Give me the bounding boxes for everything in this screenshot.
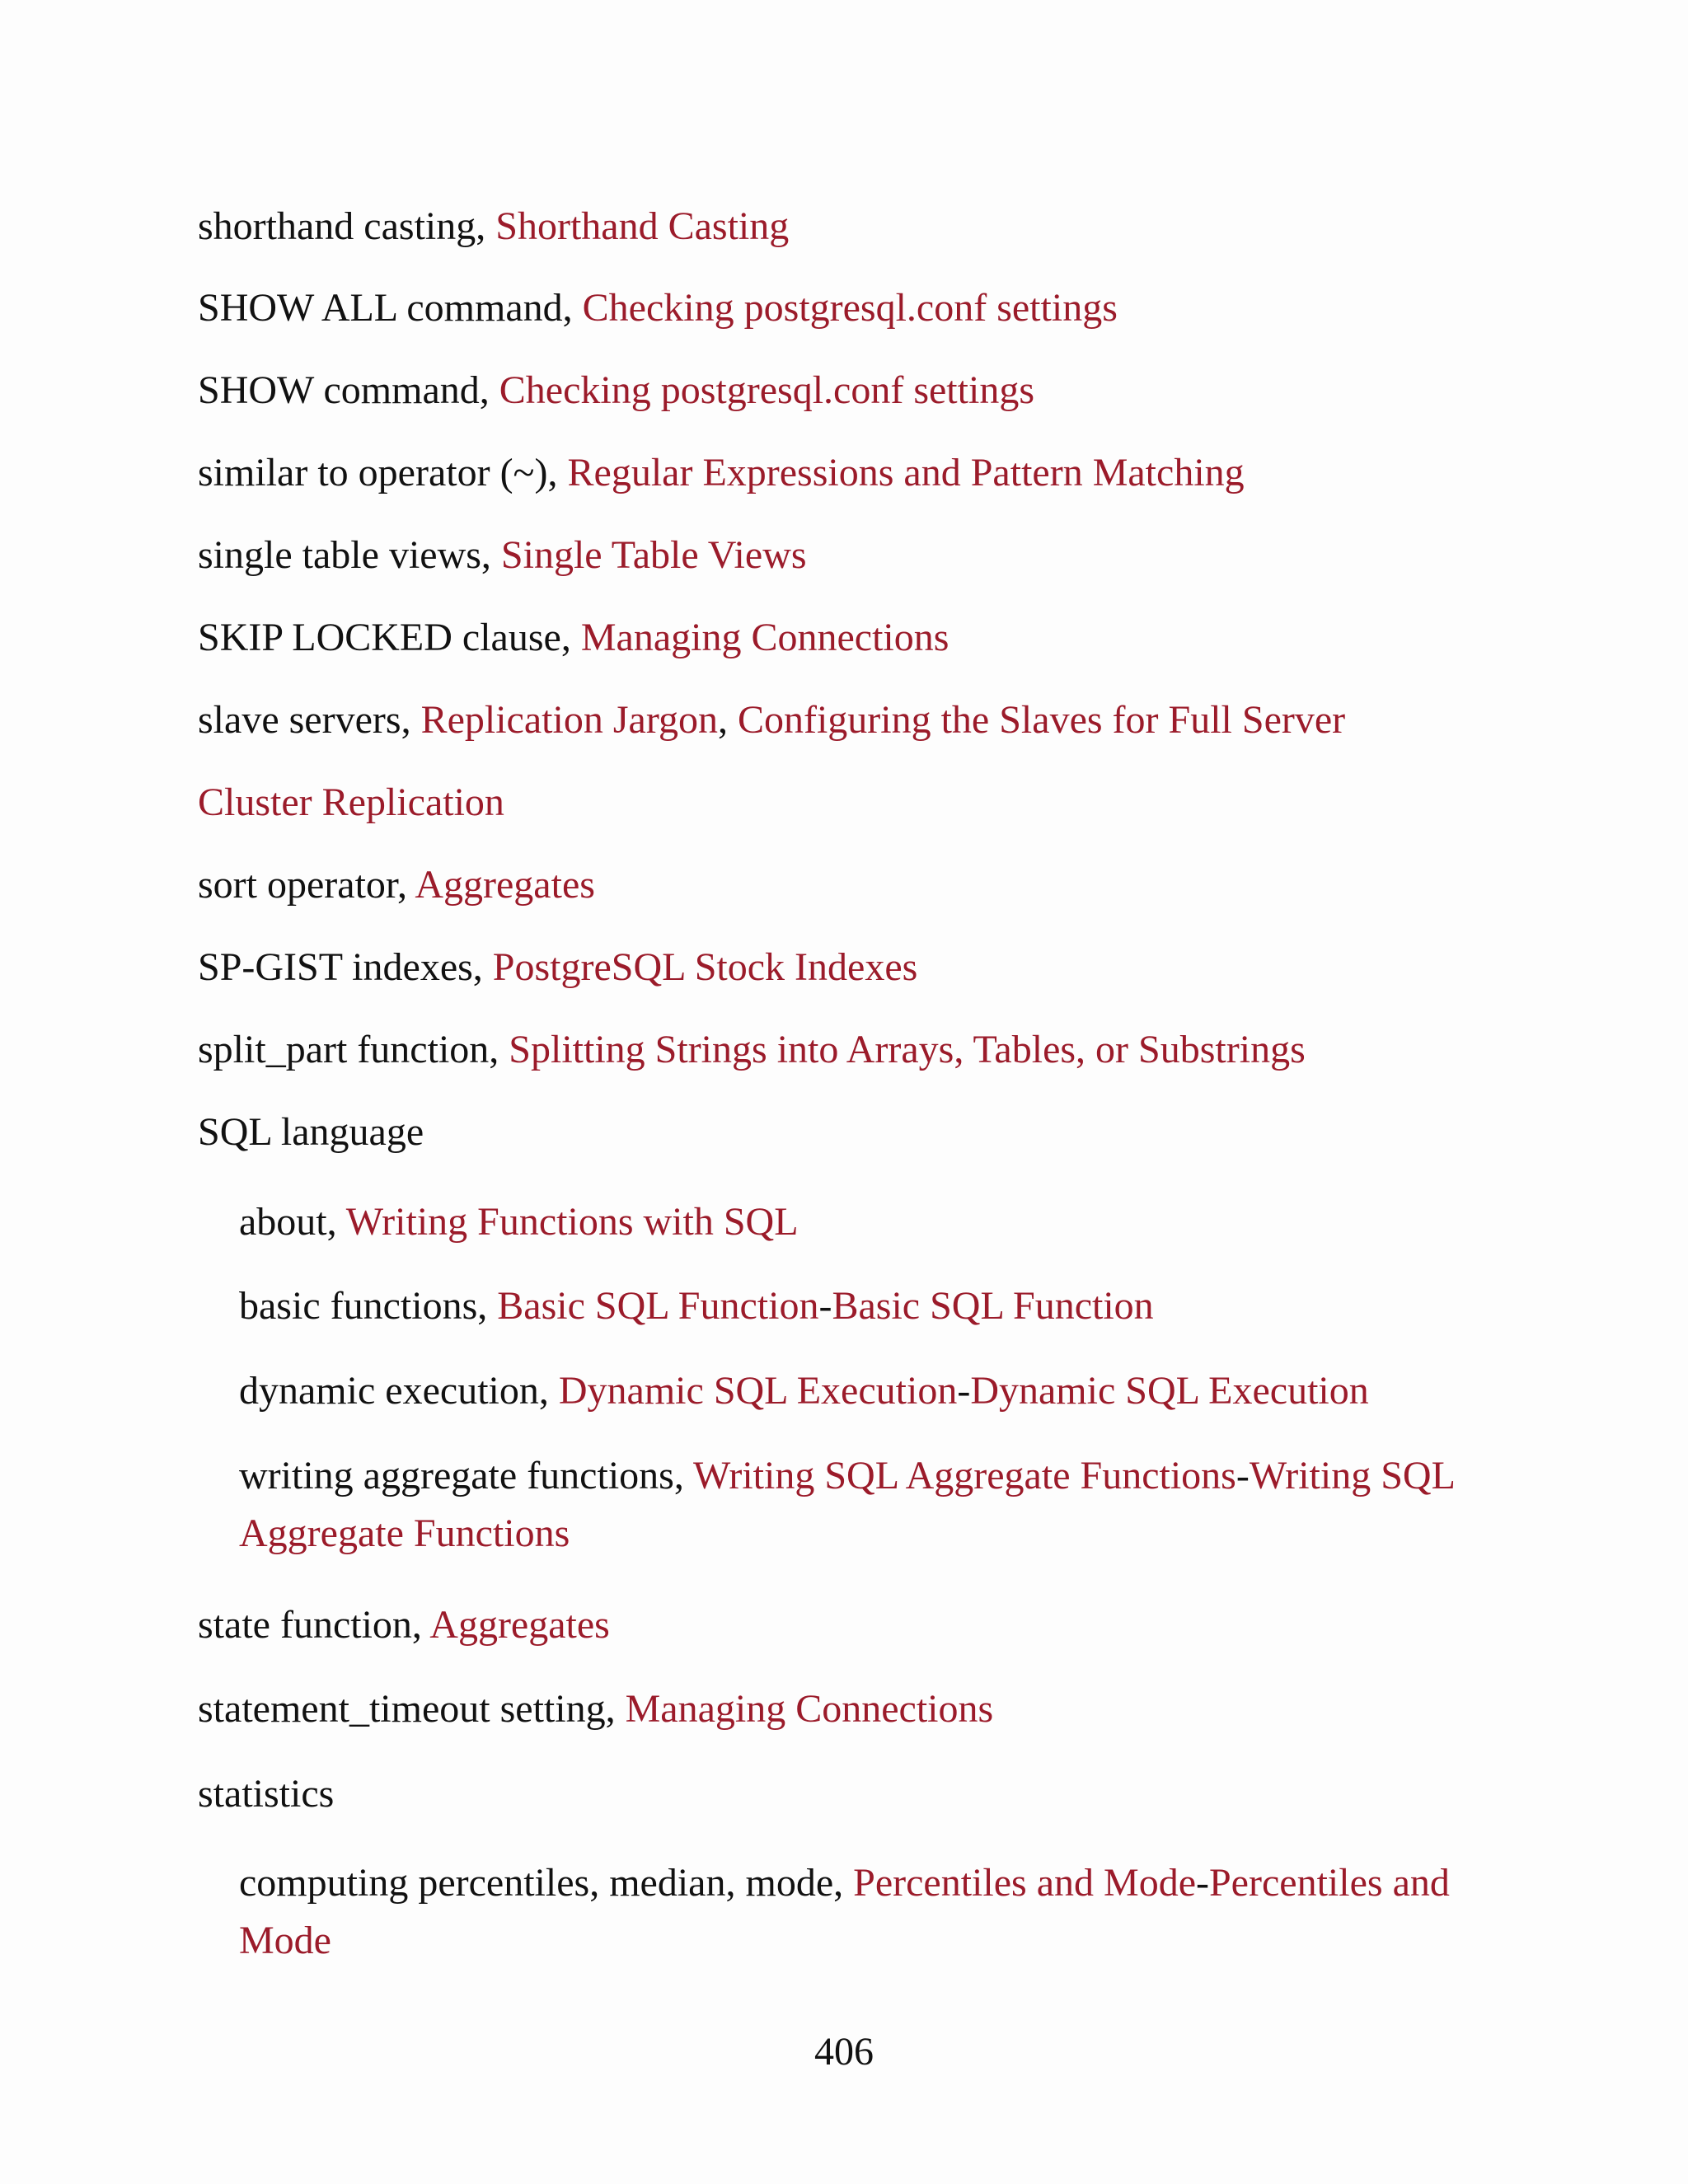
index-term: state function, (198, 1603, 430, 1647)
index-link[interactable]: Splitting Strings into Arrays, Tables, or Substrings (509, 1028, 1306, 1071)
index-entry-sp-gist-indexes (198, 939, 1484, 996)
index-subentry-dynamic-execution (239, 1362, 1475, 1420)
index-entry-skip-locked-clause (198, 609, 1484, 667)
index-entry-show-command (198, 362, 1484, 419)
index-term: basic functions, (239, 1284, 498, 1328)
index-link[interactable]: Basic SQL Function (497, 1284, 819, 1328)
index-subentry-writing-aggregate-functions (239, 1447, 1475, 1563)
index-term: shorthand casting, (198, 204, 496, 248)
index-term: split_part function, (198, 1028, 509, 1071)
index-link[interactable]: Aggregates (429, 1603, 610, 1647)
index-link[interactable]: Checking postgresql.conf settings (582, 286, 1118, 330)
index-term: statement_timeout setting, (198, 1687, 626, 1731)
index-link[interactable]: Replication Jargon (420, 698, 718, 742)
index-entry-sort-operator (198, 856, 1484, 914)
link-separator: - (1236, 1454, 1250, 1497)
index-entry-state-function (198, 1596, 1484, 1654)
index-term: dynamic execution, (239, 1369, 559, 1413)
index-link[interactable]: Writing Functions with SQL (345, 1200, 799, 1244)
index-term: SKIP LOCKED clause, (198, 616, 581, 659)
index-link[interactable]: PostgreSQL Stock Indexes (492, 945, 918, 989)
index-term: SHOW command, (198, 368, 499, 412)
index-link[interactable]: Dynamic SQL Execution (558, 1369, 958, 1413)
index-entry-similar-to-operator (198, 444, 1484, 502)
index-entry-single-table-views (198, 527, 1484, 584)
index-entry-split-part-function (198, 1021, 1484, 1079)
index-term: statistics (198, 1772, 335, 1816)
page-number: 406 (814, 2030, 874, 2074)
index-link[interactable]: Configuring the Slaves for Full Server (737, 698, 1346, 742)
index-link[interactable]: Cluster Replication (198, 780, 504, 824)
index-link[interactable]: Percentiles and Mode (239, 1861, 1450, 1962)
index-link[interactable]: Percentiles and Mode (853, 1861, 1196, 1905)
index-term: SP-GIST indexes, (198, 945, 493, 989)
index-link[interactable]: Writing SQL Aggregate Functions (692, 1454, 1236, 1497)
index-link[interactable]: Writing SQL Aggregate Functions (239, 1454, 1455, 1555)
index-term: slave servers, (198, 698, 421, 742)
index-term: computing percentiles, median, mode, (239, 1861, 854, 1905)
index-term: single table views, (198, 533, 501, 577)
link-separator: - (957, 1369, 971, 1413)
link-separator: , (717, 698, 738, 742)
link-separator: - (818, 1284, 832, 1328)
index-link[interactable]: Managing Connections (580, 616, 950, 659)
index-entry-statement-timeout-setting (198, 1680, 1484, 1738)
index-link[interactable]: Single Table Views (500, 533, 807, 577)
index-link[interactable]: Managing Connections (625, 1687, 994, 1731)
index-subentry-about (239, 1193, 1475, 1251)
index-subentry-basic-functions (239, 1277, 1475, 1335)
index-subentry-computing-percentiles (239, 1854, 1475, 1970)
index-link[interactable]: Basic SQL Function (832, 1284, 1154, 1328)
index-link[interactable]: Checking postgresql.conf settings (499, 368, 1034, 412)
index-term: SQL language (198, 1110, 424, 1154)
index-entry-shorthand-casting (198, 198, 1484, 255)
index-link[interactable]: Shorthand Casting (495, 204, 790, 248)
index-entry-statistics (198, 1765, 1484, 1823)
index-term: similar to operator (~), (198, 451, 568, 494)
index-entry-sql-language (198, 1104, 1484, 1161)
index-link[interactable]: Regular Expressions and Pattern Matching (567, 451, 1245, 494)
index-entry-slave-servers-continued (198, 774, 1484, 832)
index-term: sort operator, (198, 863, 415, 907)
index-term: about, (239, 1200, 346, 1244)
index-entry-slave-servers (198, 691, 1484, 749)
index-term: SHOW ALL command, (198, 286, 583, 330)
index-term: writing aggregate functions, (239, 1454, 693, 1497)
index-link[interactable]: Aggregates (415, 863, 595, 907)
index-entry-show-all-command (198, 279, 1484, 337)
link-separator: - (1196, 1861, 1209, 1905)
index-link[interactable]: Dynamic SQL Execution (970, 1369, 1369, 1413)
